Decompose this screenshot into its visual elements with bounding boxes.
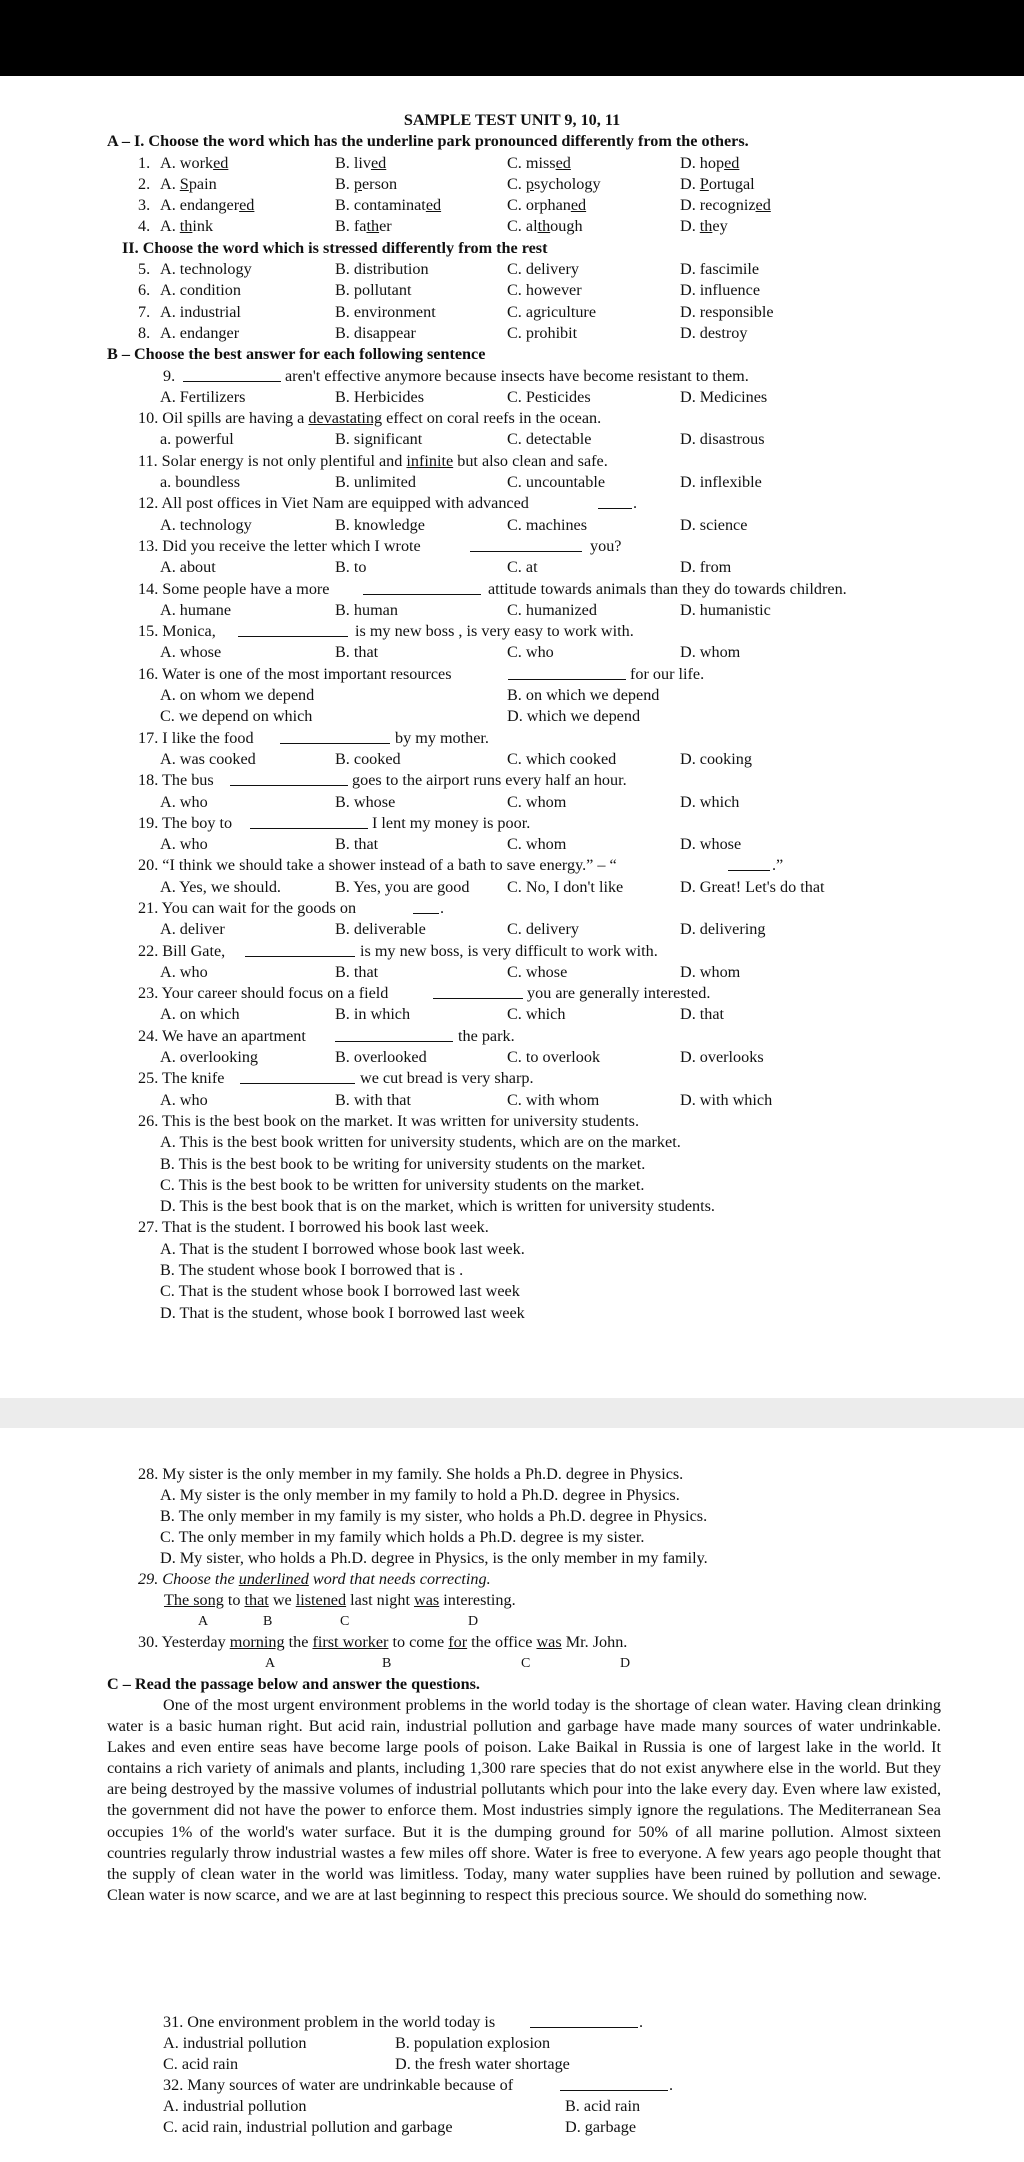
question-25-options: A. who B. with that C. with whom D. with which — [160, 1090, 773, 1109]
question-32: 32. Many sources of water are undrinkable because of . — [163, 2076, 674, 2094]
page-separator — [0, 1398, 1024, 1428]
question-19: 19. The boy to I lent my money is poor. — [138, 813, 531, 832]
question-32-options-cd: C. acid rain, industrial pollution and garbage D. garbage — [163, 2118, 637, 2136]
section-b-heading: B – Choose the best answer for each following sentence — [107, 345, 486, 364]
question-32-options-ab: A. industrial pollution B. acid rain — [163, 2097, 641, 2115]
question-15: 15. Monica, is my new boss , is very easy to work with. — [138, 622, 634, 641]
reading-passage: One of the most urgent environment problems in the world today is the shortage of clean water. Having clean drinking water is a basic human right. But acid rain, industrial pollution and garbage have made many sources of water undrinkable. Lakes and even entire seas have become large pools of poison. Lake Baikal in Russia is one of largest lake in the world. It contains a rich variety of animals and plants, including 1,300 rare species that do not exist anywhere else in the world. But they are being destroyed by the massive volumes of industrial pollutants which pour into the lake every day. Even where law existed, the government did not have the power to enforce them. Most industries simply ignore the regulations. The Mediterranean Sea occupies 1% of the world's water surface. But it is the dumping ground for 50% of all marine pollution. Almost sixteen countries regularly throw industrial wastes a few miles off shore. Water is free to everyone. A few years ago people thought that the supply of clean water in the world was limitless. Today, many water supplies have been ruined by pollution and sewage. Clean water is now scarce, and we are at last beginning to respect this precious source. We should do something now. — [107, 1696, 941, 1904]
question-22-options: A. who B. that C. whose D. whom — [160, 962, 741, 981]
question-26: 26. This is the best book on the market. It was written for university students. — [138, 1111, 639, 1130]
question-28-option-a: A. My sister is the only member in my family to hold a Ph.D. degree in Physics. — [160, 1486, 680, 1504]
question-18-options: A. who B. whose C. whom D. which — [160, 792, 740, 811]
question-26-option-c: C. This is the best book to be written for university students on the market. — [160, 1175, 645, 1194]
question-22: 22. Bill Gate, is my new boss, is very difficult to work with. — [138, 941, 658, 960]
page-1 — [0, 110, 1024, 1324]
question-27-option-a: A. That is the student I borrowed whose book last week. — [160, 1239, 525, 1258]
question-21-options: A. deliver B. deliverable C. delivery D. delivering — [160, 920, 766, 939]
page-title: SAMPLE TEST UNIT 9, 10, 11 — [403, 111, 621, 129]
question-16: 16. Water is one of the most important resources for our life. — [138, 664, 705, 683]
section-c-heading: C – Read the passage below and answer the questions. — [107, 1675, 480, 1693]
question-7: 7. A. industrial B. environment C. agriculture D. responsible — [138, 302, 774, 321]
question-27-option-c: C. That is the student whose book I borrowed last week — [160, 1282, 520, 1301]
question-26-option-d: D. This is the best book that is on the market, which is written for university students. — [160, 1197, 715, 1216]
question-29-sentence: The song to that we listened last night was interesting. — [164, 1591, 516, 1609]
question-5: 5. A. technology B. distribution C. delivery D. fascimile — [138, 260, 760, 279]
question-30: 30. Yesterday morning the first worker to come for the office was Mr. John. — [138, 1633, 628, 1651]
question-14-options: A. humane B. human C. humanized D. humanistic — [160, 600, 771, 619]
question-13-options: A. about B. to C. at D. from — [160, 558, 732, 577]
question-19-options: A. who B. that C. whom D. whose — [160, 835, 742, 854]
question-26-option-b: B. This is the best book to be writing for university students on the market. — [160, 1154, 646, 1173]
question-6: 6. A. condition B. pollutant C. however D. influence — [138, 281, 761, 300]
page-2 — [0, 1464, 1024, 2138]
question-30-labels: A B C D — [265, 1656, 631, 1671]
question-24-options: A. overlooking B. overlooked C. to overlook D. overlooks — [160, 1048, 764, 1067]
question-20: 20. “I think we should take a shower instead of a bath to save energy.” – “ .” — [138, 856, 784, 875]
section-a-heading: A – I. Choose the word which has the underline park pronounced differently from the others. — [107, 132, 749, 151]
question-10-options: a. powerful B. significant C. detectable D. disastrous — [160, 430, 765, 449]
question-23: 23. Your career should focus on a field you are generally interested. — [138, 984, 711, 1003]
question-26-option-a: A. This is the best book written for university students, which are on the market. — [160, 1133, 681, 1152]
question-27: 27. That is the student. I borrowed his book last week. — [138, 1218, 489, 1237]
question-29: 29. Choose the underlined word that needs correcting. — [138, 1570, 491, 1588]
question-1: 1. A. worked B. lived C. missed D. hoped — [138, 153, 740, 172]
question-8: 8. A. endanger B. disappear C. prohibit D. destroy — [138, 323, 748, 342]
question-25: 25. The knife we cut bread is very sharp. — [138, 1069, 534, 1088]
question-12-options: A. technology B. knowledge C. machines D. science — [160, 515, 748, 534]
question-3: 3. A. endangered B. contaminated C. orphaned D. recognized — [138, 196, 771, 215]
question-31-options-cd: C. acid rain D. the fresh water shortage — [163, 2055, 570, 2073]
question-9: 9. aren't effective anymore because insects have become resistant to them. — [163, 366, 749, 385]
question-27-option-b: B. The student whose book I borrowed that is . — [160, 1261, 464, 1280]
question-31: 31. One environment problem in the world today is . — [163, 2013, 644, 2031]
question-14: 14. Some people have a more attitude towards animals than they do towards children. — [138, 579, 847, 598]
question-2: 2. A. Spain B. person C. psychology D. Portugal — [138, 174, 755, 193]
question-21: 21. You can wait for the goods on . — [138, 898, 445, 917]
top-bar — [0, 0, 1024, 76]
question-29-labels: A B C D — [198, 1614, 479, 1629]
question-11: 11. Solar energy is not only plentiful and infinite but also clean and safe. — [138, 451, 608, 470]
question-27-option-d: D. That is the student, whose book I borrowed last week — [160, 1303, 525, 1322]
question-20-options: A. Yes, we should. B. Yes, you are good C. No, I don't like D. Great! Let's do that — [160, 877, 825, 896]
question-28: 28. My sister is the only member in my family. She holds a Ph.D. degree in Physics. — [138, 1465, 684, 1483]
question-15-options: A. whose B. that C. who D. whom — [160, 643, 741, 662]
question-28-option-b: B. The only member in my family is my sister, who holds a Ph.D. degree in Physics. — [160, 1507, 708, 1525]
question-28-option-c: C. The only member in my family which holds a Ph.D. degree is my sister. — [160, 1528, 645, 1546]
question-12: 12. All post offices in Viet Nam are equipped with advanced . — [138, 494, 638, 513]
question-16-options-cd: C. we depend on which D. which we depend — [160, 707, 641, 726]
question-9-options: A. Fertilizers B. Herbicides C. Pesticides D. Medicines — [160, 387, 768, 406]
question-4: 4. A. think B. father C. although D. they — [138, 217, 728, 236]
section-a-heading-2: II. Choose the word which is stressed differently from the rest — [122, 238, 548, 257]
question-24: 24. We have an apartment the park. — [138, 1026, 515, 1045]
question-31-options-ab: A. industrial pollution B. population explosion — [163, 2034, 551, 2052]
question-18: 18. The bus goes to the airport runs every half an hour. — [138, 771, 627, 790]
question-17-options: A. was cooked B. cooked C. which cooked D. cooking — [160, 749, 752, 768]
question-28-option-d: D. My sister, who holds a Ph.D. degree in Physics, is the only member in my family. — [160, 1549, 708, 1567]
question-23-options: A. on which B. in which C. which D. that — [160, 1005, 725, 1024]
question-17: 17. I like the food by my mother. — [138, 728, 489, 747]
question-16-options-ab: A. on whom we depend B. on which we depend — [160, 686, 660, 705]
question-10: 10. Oil spills are having a devastating effect on coral reefs in the ocean. — [138, 409, 602, 428]
question-11-options: a. boundless B. unlimited C. uncountable D. inflexible — [160, 473, 762, 492]
question-13: 13. Did you receive the letter which I wrote you? — [138, 536, 622, 555]
